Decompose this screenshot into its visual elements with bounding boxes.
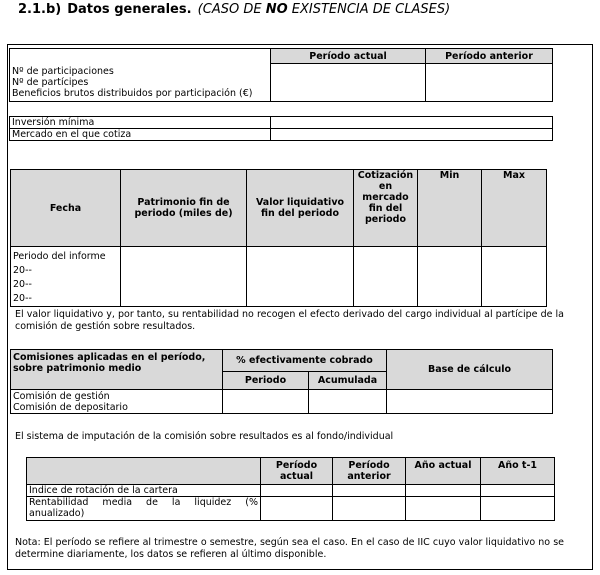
col-acumulada: Acumulada	[309, 372, 387, 390]
value-cell	[426, 64, 553, 102]
value-cell	[271, 117, 553, 129]
row-label: 20--	[13, 265, 32, 276]
row-label: Inversión mínima	[10, 117, 271, 129]
row-label: 20--	[13, 293, 32, 304]
value-cell	[418, 247, 482, 307]
value-cell	[406, 485, 481, 497]
nav-note: El valor liquidativo y, por tanto, su rentabilidad no recogen el efecto derivado del cargo individual al partícipe de la comisión de gestión sobre resultados.	[15, 309, 564, 332]
value-cell	[333, 485, 406, 497]
row-label: Índice de rotación de la cartera	[27, 485, 261, 497]
row-label: Beneficios brutos distribuidos por participación (€)	[12, 87, 253, 99]
footnote: Nota: El período se refiere al trimestre o semestre, según sea el caso. En el caso de IIC cuyo valor liquidativo no se determine diariamente, los datos se refieren al último disponible.	[15, 537, 564, 560]
col-periodo-actual: Período actual	[261, 458, 333, 485]
value-cell	[271, 64, 426, 102]
col-comisiones: Comisiones aplicadas en el período, sobre patrimonio medio	[11, 350, 223, 390]
section-number: 2.1.b)	[18, 2, 62, 17]
value-cell	[333, 497, 406, 521]
value-cell	[271, 129, 553, 141]
row-label: Comisión de depositario	[13, 402, 128, 413]
commissions-table	[10, 349, 553, 414]
value-cell	[481, 485, 555, 497]
commission-note: El sistema de imputación de la comisión sobre resultados es al fondo/individual	[15, 431, 394, 442]
value-cell	[482, 247, 547, 307]
col-ano-actual: Año actual	[406, 458, 481, 485]
investment-table	[9, 116, 553, 141]
value-cell	[223, 390, 309, 414]
col-periodo-actual: Período actual	[271, 49, 426, 64]
col-patrimonio: Patrimonio fin de periodo (miles de)	[121, 170, 247, 247]
value-cell	[261, 485, 333, 497]
section-title	[18, 2, 450, 17]
section-subtitle: (CASO DE NO EXISTENCIA DE CLASES)	[197, 2, 451, 17]
participations-labels	[10, 64, 271, 102]
value-cell	[387, 390, 553, 414]
value-cell	[121, 247, 247, 307]
participations-table	[9, 48, 553, 102]
value-cell	[261, 497, 333, 521]
col-ano-t1: Año t-1	[481, 458, 555, 485]
col-base-calculo: Base de cálculo	[387, 350, 553, 390]
row-label: Rentabilidad media de la liquidez (% anualizado)	[27, 497, 261, 521]
section-subtitle-emphasis: NO	[265, 2, 288, 17]
row-label: Nº de partícipes	[12, 76, 89, 88]
col-periodo: Periodo	[223, 372, 309, 390]
row-label: 20--	[13, 279, 32, 290]
row-label: Periodo del informe	[13, 251, 106, 262]
value-cell	[309, 390, 387, 414]
row-label: Nº de participaciones	[12, 65, 114, 77]
value-cell	[354, 247, 418, 307]
portfolio-rotation-table	[26, 457, 555, 521]
value-cell	[481, 497, 555, 521]
col-fecha: Fecha	[11, 170, 121, 247]
commission-labels	[11, 390, 223, 414]
date-labels	[11, 247, 121, 307]
value-cell	[406, 497, 481, 521]
col-cotizacion: Cotización en mercado fin del periodo	[354, 170, 418, 247]
section-label: Datos generales.	[67, 2, 192, 17]
row-label: Comisión de gestión	[13, 391, 110, 402]
col-max: Max	[482, 170, 547, 247]
value-cell	[247, 247, 354, 307]
net-asset-value-table	[10, 169, 547, 307]
row-label: Mercado en el que cotiza	[10, 129, 271, 141]
col-periodo-anterior: Período anterior	[426, 49, 553, 64]
col-valor-liquidativo: Valor liquidativo fin del periodo	[247, 170, 354, 247]
col-periodo-anterior: Período anterior	[333, 458, 406, 485]
col-min: Min	[418, 170, 482, 247]
col-pct-cobrado: % efectivamente cobrado	[223, 350, 387, 372]
